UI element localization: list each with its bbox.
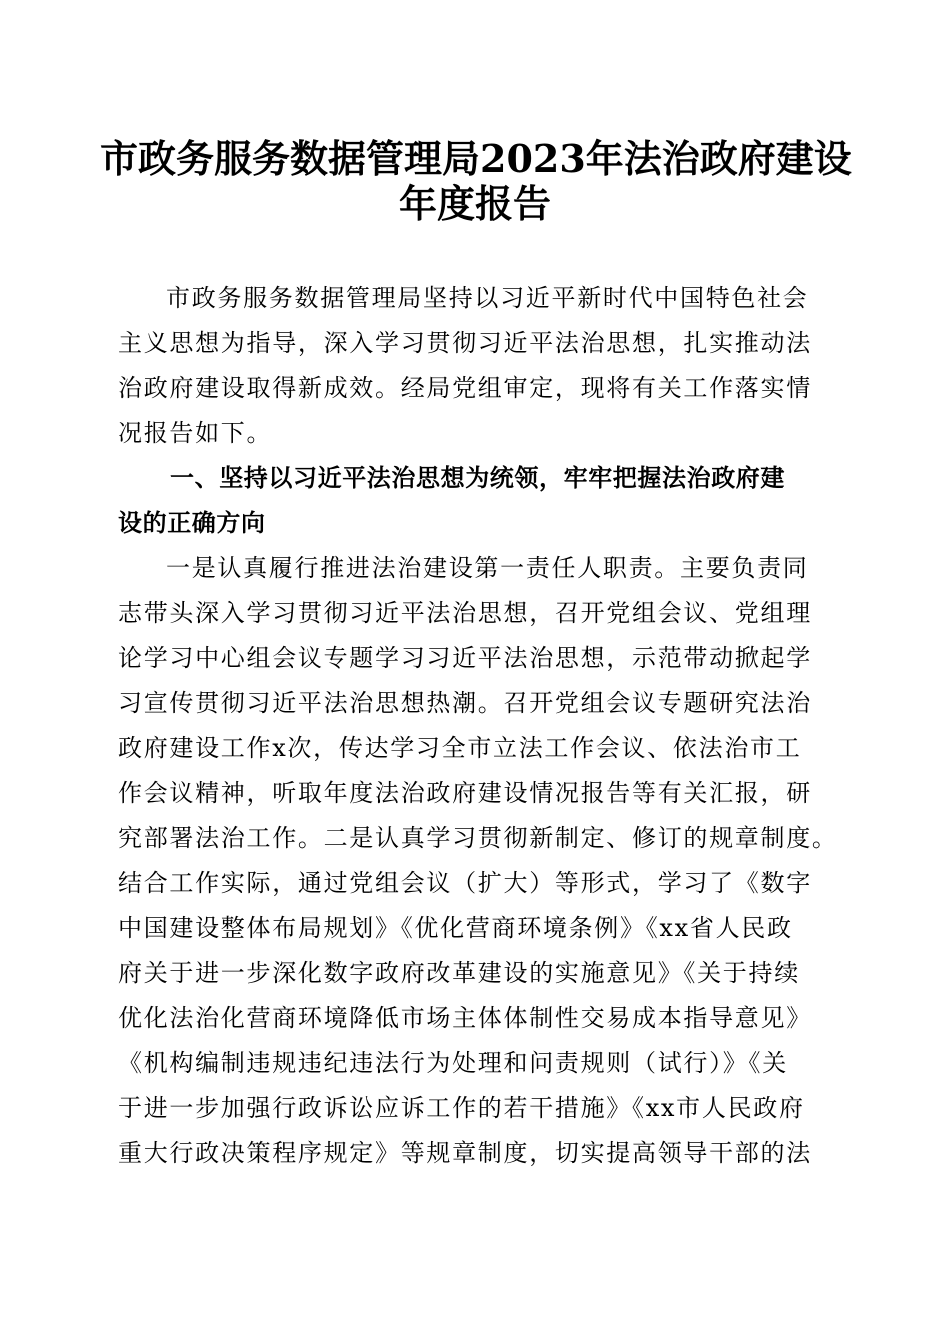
section-heading-line: 设的正确方向 [118,509,266,537]
body-paragraph-line: 重大行政决策程序规定》等规章制度，切实提高领导干部的法 [118,1139,812,1167]
intro-paragraph-line: 况报告如下。 [118,419,273,447]
body-paragraph-line: 于进一步加强行政诉讼应诉工作的若干措施》《xx市人民政府 [118,1094,805,1122]
body-paragraph-line: 结合工作实际，通过党组会议（扩大）等形式，学习了《数字 [118,869,812,897]
section-heading-line: 一、坚持以习近平法治思想为统领，牢牢把握法治政府建 [170,464,785,492]
document-title-line-2: 年度报告 [398,181,551,226]
intro-paragraph-line: 主义思想为指导，深入学习贯彻习近平法治思想，扎实推动法 [118,329,812,357]
body-paragraph-line: 优化法治化营商环境降低市场主体体制性交易成本指导意见》 [118,1004,812,1032]
body-paragraph-line: 《机构编制违规违纪违法行为处理和问责规则（试行）》《关 [118,1049,788,1077]
body-paragraph-line: 论学习中心组会议专题学习习近平法治思想，示范带动掀起学 [118,644,812,672]
body-paragraph-line: 志带头深入学习贯彻习近平法治思想，召开党组会议、党组理 [118,599,812,627]
body-paragraph-line: 作会议精神，听取年度法治政府建设情况报告等有关汇报，研 [118,779,812,807]
intro-paragraph-line: 市政务服务数据管理局坚持以习近平新时代中国特色社会 [166,284,809,312]
body-paragraph-line: 一是认真履行推进法治建设第一责任人职责。主要负责同 [166,554,809,582]
document-title-line-1: 市政务服务数据管理局2023年法治政府建设 [100,136,852,181]
body-paragraph-line: 府关于进一步深化数字政府改革建设的实施意见》《关于持续 [118,959,800,987]
body-paragraph-line: 政府建设工作x次，传达学习全市立法工作会议、依法治市工 [118,734,802,762]
body-paragraph-line: 究部署法治工作。二是认真学习贯彻新制定、修订的规章制度。 [118,824,838,852]
body-paragraph-line: 习宣传贯彻习近平法治思想热潮。召开党组会议专题研究法治 [118,689,812,717]
body-paragraph-line: 中国建设整体布局规划》《优化营商环境条例》《xx省人民政 [118,914,793,942]
intro-paragraph-line: 治政府建设取得新成效。经局党组审定，现将有关工作落实情 [118,374,812,402]
